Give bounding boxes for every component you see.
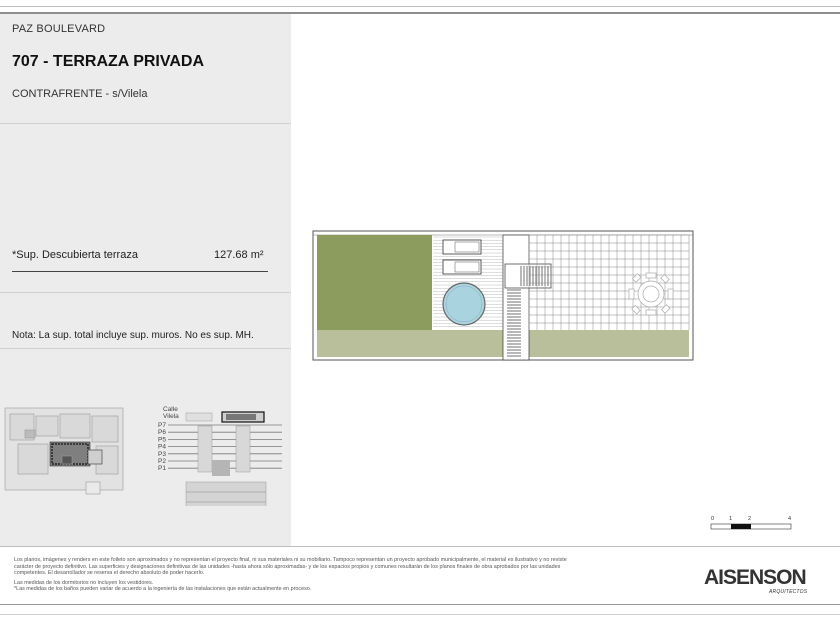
disclaimer-line: Los planos, imágenes y renders en este folleto son aproximados y no representan el proyecto final, ni sus materiales ni su mobiliario. Tampoco representan un proyecto aprobado municipalmente, el material es ilustrativo y no reviste	[14, 557, 567, 563]
scale-tick: 4	[788, 516, 792, 522]
scale-tick: 1	[729, 516, 733, 522]
key-plans	[0, 386, 291, 506]
scale-tick: 2	[748, 516, 752, 522]
planter-strip	[529, 330, 689, 357]
building-section	[158, 406, 282, 506]
disclaimer-line: carácter de proyecto definitivo. Las superficies y designaciones definitivas de las unidades -hasta ahora sólo aproximadas- y de los espacios propios y comunes resultarán de los planos finales de obra aprobados por las unidades	[14, 563, 561, 570]
divider	[0, 123, 291, 124]
floor-label: P4	[158, 443, 166, 451]
info-sidebar	[0, 14, 291, 546]
floor-key-plan	[5, 408, 123, 494]
disclaimer-line: Las medidas de los dormitorios no incluyen los vestidores.	[14, 579, 154, 586]
orientation-label: CONTRAFRENTE - s/Vilela	[12, 88, 148, 100]
company-logo: AISENSON	[704, 566, 806, 589]
planter-strip	[317, 330, 503, 357]
street-label: Calle	[163, 406, 178, 413]
street-label: Vilela	[163, 413, 179, 420]
logo-subtitle: ARQUITECTOS	[769, 589, 808, 595]
scale-bar	[711, 516, 791, 529]
area-underline	[12, 271, 268, 272]
area-value: 127.68 m²	[214, 249, 264, 261]
floor-label: P1	[158, 465, 166, 473]
unit-title: 707 - TERRAZA PRIVADA	[12, 53, 205, 70]
disclaimer-line: *Las medidas de los baños pueden variar de acuerdo a la ingeniería de las instalaciones que están actualmente en proceso.	[14, 586, 312, 593]
terrace-floor-plan	[291, 14, 840, 546]
note-text: Nota: La sup. total incluye sup. muros. No es sup. MH.	[12, 330, 254, 341]
floor-label: P6	[158, 429, 166, 437]
floor-label: P3	[158, 450, 166, 458]
project-name: PAZ BOULEVARD	[12, 23, 106, 35]
floor-label: P7	[158, 422, 166, 429]
top-rule	[0, 6, 840, 7]
plunge-pool	[443, 283, 485, 325]
lawn-area	[317, 235, 432, 330]
bottom-rule	[0, 614, 840, 615]
area-label: *Sup. Descubierta terraza	[12, 249, 138, 261]
divider	[0, 348, 291, 349]
bottom-rule	[0, 604, 840, 605]
legal-disclaimer	[14, 557, 686, 593]
floor-label: P5	[158, 436, 166, 444]
disclaimer-line: competentes. El desarrollador se reserva el derecho absoluto de poder hacerlo.	[14, 570, 205, 577]
divider	[0, 292, 291, 293]
scale-tick: 0	[711, 516, 715, 522]
footer-rule	[0, 546, 840, 547]
floor-label: P2	[158, 458, 166, 465]
